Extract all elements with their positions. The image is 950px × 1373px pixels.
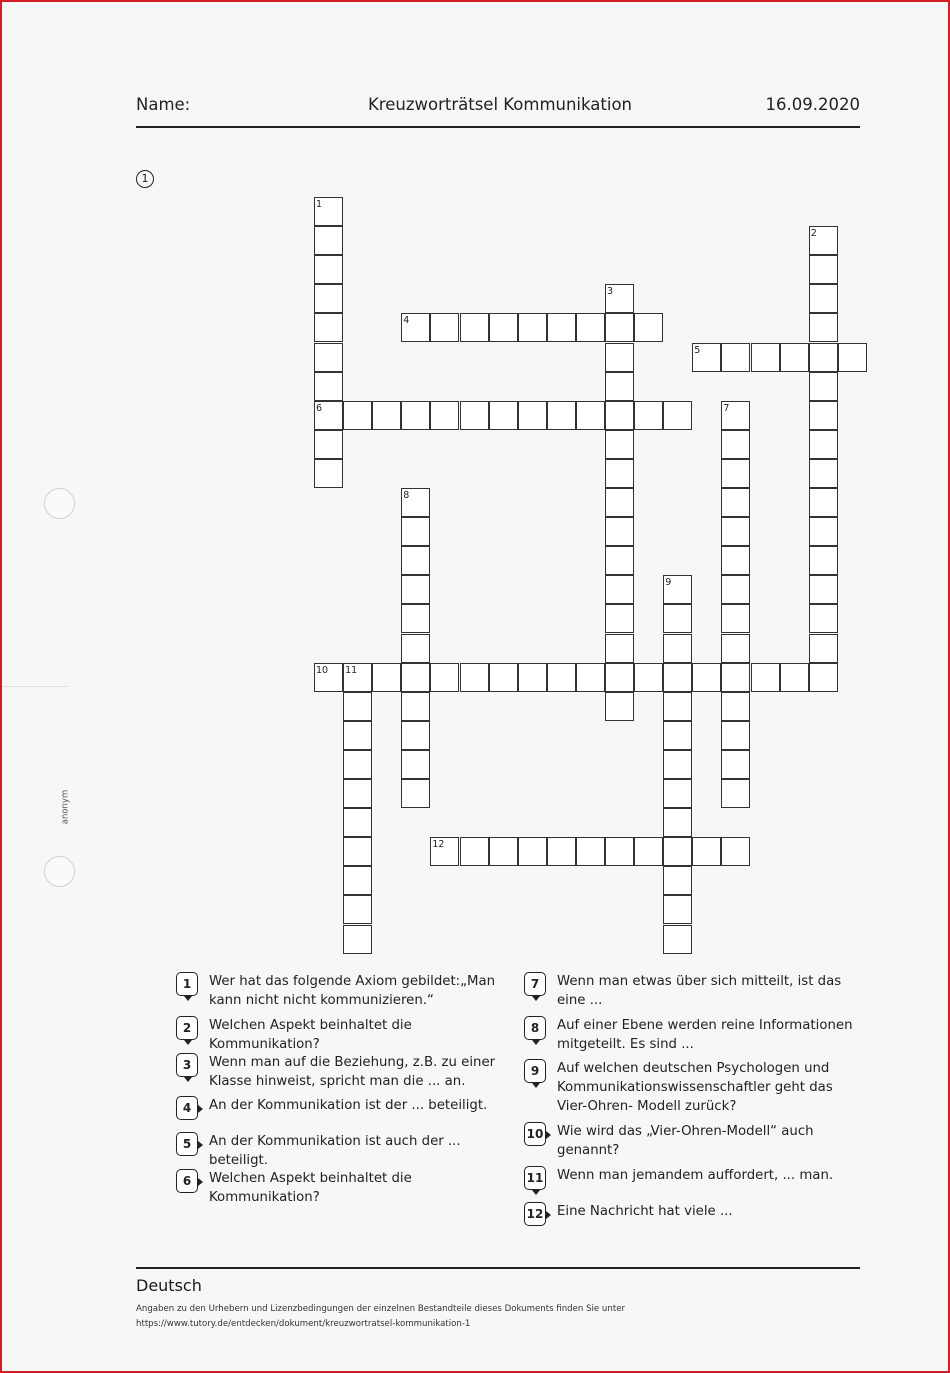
crossword-cell[interactable] <box>751 343 780 372</box>
crossword-cell[interactable] <box>721 401 750 430</box>
clue-number-badge: 6 <box>176 1169 198 1193</box>
crossword-cell[interactable] <box>343 895 372 924</box>
crossword-cell[interactable] <box>343 721 372 750</box>
crossword-cell[interactable] <box>663 721 692 750</box>
crossword-cell[interactable] <box>401 517 430 546</box>
crossword-cell[interactable] <box>576 663 605 692</box>
crossword-cell[interactable] <box>809 517 838 546</box>
crossword-cell[interactable] <box>605 604 634 633</box>
crossword-cell[interactable] <box>721 604 750 633</box>
cell-number: 5 <box>694 344 701 356</box>
crossword-cell[interactable] <box>663 895 692 924</box>
crossword-cell[interactable] <box>663 750 692 779</box>
crossword-cell[interactable] <box>634 837 663 866</box>
crossword-cell[interactable] <box>663 663 692 692</box>
crossword-cell[interactable] <box>372 401 401 430</box>
crossword-cell[interactable] <box>721 430 750 459</box>
crossword-cell[interactable] <box>401 313 430 342</box>
crossword-cell[interactable] <box>343 401 372 430</box>
crossword-cell[interactable] <box>663 401 692 430</box>
crossword-cell[interactable] <box>430 401 459 430</box>
fold-mark <box>2 686 68 687</box>
clue-2 <box>176 1016 496 1054</box>
clue-number-badge: 11 <box>524 1166 546 1190</box>
cell-number: 12 <box>432 839 445 851</box>
sheet-date: 16.09.2020 <box>765 95 860 114</box>
crossword-cell[interactable] <box>605 634 634 663</box>
crossword-cell[interactable] <box>489 663 518 692</box>
crossword-cell[interactable] <box>460 401 489 430</box>
crossword-cell[interactable] <box>343 692 372 721</box>
cell-number: 6 <box>316 402 323 414</box>
crossword-cell[interactable] <box>401 692 430 721</box>
clue-number-badge: 7 <box>524 972 546 996</box>
crossword-cell[interactable] <box>663 779 692 808</box>
crossword-cell[interactable] <box>314 226 343 255</box>
clue-text: Eine Nachricht hat viele ... <box>557 1204 733 1219</box>
crossword-cell[interactable] <box>401 401 430 430</box>
crossword-cell[interactable] <box>809 634 838 663</box>
credit-url[interactable]: https://www.tutory.de/entdecken/dokument/kreuzwortratsel-kommunikation-1 <box>136 1319 471 1329</box>
crossword-cell[interactable] <box>721 634 750 663</box>
crossword-cell[interactable] <box>605 663 634 692</box>
crossword-cell[interactable] <box>314 459 343 488</box>
clue-text: Wenn man jemandem auffordert, ... man. <box>557 1168 834 1183</box>
crossword-cell[interactable] <box>663 575 692 604</box>
cell-number: 2 <box>810 228 817 240</box>
crossword-cell[interactable] <box>547 401 576 430</box>
crossword-cell[interactable] <box>547 313 576 342</box>
clue-7 <box>524 972 862 1010</box>
crossword-cell[interactable] <box>314 663 343 692</box>
crossword-cell[interactable] <box>401 575 430 604</box>
crossword-cell[interactable] <box>838 343 867 372</box>
crossword-cell[interactable] <box>809 226 838 255</box>
clue-10 <box>524 1122 862 1160</box>
crossword-cell[interactable] <box>343 808 372 837</box>
crossword-cell[interactable] <box>314 255 343 284</box>
crossword-cell[interactable] <box>372 663 401 692</box>
crossword-cell[interactable] <box>343 779 372 808</box>
crossword-cell[interactable] <box>430 663 459 692</box>
crossword-cell[interactable] <box>663 692 692 721</box>
clue-text: Welchen Aspekt beinhaltet die Kommunikation? <box>209 1171 412 1205</box>
clue-6 <box>176 1169 496 1207</box>
crossword-cell[interactable] <box>314 313 343 342</box>
crossword-cell[interactable] <box>809 430 838 459</box>
clue-number-badge: 2 <box>176 1016 198 1040</box>
crossword-cell[interactable] <box>721 459 750 488</box>
crossword-cell[interactable] <box>721 663 750 692</box>
clue-1 <box>176 972 496 1010</box>
crossword-cell[interactable] <box>809 575 838 604</box>
crossword-cell[interactable] <box>809 488 838 517</box>
crossword-cell[interactable] <box>401 634 430 663</box>
crossword-cell[interactable] <box>780 663 809 692</box>
crossword-cell[interactable] <box>751 663 780 692</box>
crossword-cell[interactable] <box>489 313 518 342</box>
crossword-cell[interactable] <box>343 663 372 692</box>
crossword-cell[interactable] <box>809 546 838 575</box>
crossword-cell[interactable] <box>721 343 750 372</box>
crossword-cell[interactable] <box>314 343 343 372</box>
crossword-cell[interactable] <box>401 546 430 575</box>
crossword-cell[interactable] <box>721 837 750 866</box>
crossword-cell[interactable] <box>721 575 750 604</box>
crossword-cell[interactable] <box>605 575 634 604</box>
crossword-cell[interactable] <box>401 721 430 750</box>
credit-text: Angaben zu den Urhebern und Lizenzbedingungen der einzelnen Bestandteile dieses Dokuments finden Sie unter <box>136 1304 626 1314</box>
crossword-cell[interactable] <box>314 197 343 226</box>
clue-5 <box>176 1132 496 1170</box>
crossword-cell[interactable] <box>809 343 838 372</box>
crossword-cell[interactable] <box>809 372 838 401</box>
crossword-cell[interactable] <box>401 663 430 692</box>
crossword-cell[interactable] <box>343 750 372 779</box>
cell-number: 4 <box>403 315 410 327</box>
crossword-cell[interactable] <box>663 866 692 895</box>
crossword-cell[interactable] <box>343 866 372 895</box>
task-number-badge: 1 <box>136 170 154 188</box>
header-divider <box>136 126 860 128</box>
cell-number: 9 <box>665 577 672 589</box>
crossword-cell[interactable] <box>809 284 838 313</box>
cell-number: 3 <box>607 286 614 298</box>
clue-number-badge: 1 <box>176 972 198 996</box>
clue-9 <box>524 1059 862 1116</box>
crossword-cell[interactable] <box>314 430 343 459</box>
clue-4 <box>176 1096 496 1115</box>
crossword-cell[interactable] <box>721 546 750 575</box>
crossword-cell[interactable] <box>634 313 663 342</box>
crossword-cell[interactable] <box>547 837 576 866</box>
cell-number: 10 <box>316 664 329 676</box>
crossword-cell[interactable] <box>343 837 372 866</box>
crossword-cell[interactable] <box>634 663 663 692</box>
crossword-cell[interactable] <box>605 546 634 575</box>
crossword-cell[interactable] <box>605 488 634 517</box>
clue-text: Wenn man auf die Beziehung, z.B. zu einer Klasse hinweist, spricht man die ... an. <box>209 1055 496 1089</box>
crossword-cell[interactable] <box>721 692 750 721</box>
crossword-cell[interactable] <box>605 459 634 488</box>
crossword-cell[interactable] <box>692 343 721 372</box>
crossword-cell[interactable] <box>401 604 430 633</box>
crossword-cell[interactable] <box>460 837 489 866</box>
crossword-cell[interactable] <box>401 779 430 808</box>
crossword-cell[interactable] <box>605 517 634 546</box>
crossword-cell[interactable] <box>721 779 750 808</box>
crossword-cell[interactable] <box>605 837 634 866</box>
crossword-cell[interactable] <box>314 401 343 430</box>
crossword-cell[interactable] <box>343 925 372 954</box>
crossword-cell[interactable] <box>605 372 634 401</box>
clue-number-badge: 9 <box>524 1059 546 1083</box>
crossword-cell[interactable] <box>401 750 430 779</box>
clue-text: Wenn man etwas über sich mitteilt, ist das eine ... <box>557 974 842 1008</box>
crossword-cell[interactable] <box>518 313 547 342</box>
clue-8 <box>524 1016 862 1054</box>
crossword-cell[interactable] <box>605 692 634 721</box>
crossword-cell[interactable] <box>663 808 692 837</box>
crossword-cell[interactable] <box>692 663 721 692</box>
footer-divider <box>136 1267 860 1269</box>
crossword-cell[interactable] <box>809 663 838 692</box>
crossword-cell[interactable] <box>605 313 634 342</box>
crossword-cell[interactable] <box>605 343 634 372</box>
clue-number-badge: 3 <box>176 1053 198 1077</box>
sheet-title: Kreuzworträtsel Kommunikation <box>367 95 633 114</box>
cell-number: 8 <box>403 490 410 501</box>
crossword-cell[interactable] <box>663 837 692 866</box>
punch-hole-top <box>44 488 75 519</box>
crossword-cell[interactable] <box>605 430 634 459</box>
cell-number: 7 <box>723 402 730 414</box>
crossword-cell[interactable] <box>576 313 605 342</box>
clue-11 <box>524 1166 862 1185</box>
clue-text: An der Kommunikation ist der ... beteiligt. <box>209 1098 488 1113</box>
crossword-cell[interactable] <box>663 925 692 954</box>
cell-number: 1 <box>316 199 323 210</box>
crossword-cell[interactable] <box>576 837 605 866</box>
crossword-cell[interactable] <box>518 401 547 430</box>
crossword-cell[interactable] <box>809 459 838 488</box>
crossword-cell[interactable] <box>780 343 809 372</box>
crossword-cell[interactable] <box>634 401 663 430</box>
crossword-cell[interactable] <box>663 604 692 633</box>
crossword-cell[interactable] <box>721 721 750 750</box>
clue-number-badge: 4 <box>176 1096 198 1120</box>
crossword-cell[interactable] <box>430 837 459 866</box>
clue-number-badge: 10 <box>524 1122 546 1146</box>
crossword-cell[interactable] <box>460 313 489 342</box>
clue-text: Welchen Aspekt beinhaltet die Kommunikation? <box>209 1018 412 1052</box>
crossword-cell[interactable] <box>547 663 576 692</box>
crossword-cell[interactable] <box>401 488 430 517</box>
clue-12 <box>524 1202 862 1221</box>
crossword-cell[interactable] <box>314 284 343 313</box>
clue-text: Auf einer Ebene werden reine Informationen mitgeteilt. Es sind ... <box>557 1018 853 1052</box>
crossword-cell[interactable] <box>721 750 750 779</box>
clue-number-badge: 5 <box>176 1132 198 1156</box>
subject-label: Deutsch <box>136 1276 202 1295</box>
crossword-cell[interactable] <box>809 255 838 284</box>
crossword-cell[interactable] <box>576 401 605 430</box>
crossword-cell[interactable] <box>489 837 518 866</box>
name-label: Name: <box>136 95 191 114</box>
clue-number-badge: 12 <box>524 1202 546 1226</box>
crossword-cell[interactable] <box>809 313 838 342</box>
crossword-cell[interactable] <box>430 313 459 342</box>
crossword-cell[interactable] <box>721 517 750 546</box>
crossword-cell[interactable] <box>314 372 343 401</box>
clue-text: An der Kommunikation ist auch der ... beteiligt. <box>209 1134 461 1168</box>
crossword-cell[interactable] <box>809 604 838 633</box>
clue-text: Wie wird das „Vier-Ohren-Modell“ auch genannt? <box>557 1124 814 1158</box>
crossword-cell[interactable] <box>605 401 634 430</box>
crossword-cell[interactable] <box>518 837 547 866</box>
cell-number: 11 <box>345 664 358 676</box>
clue-text: Wer hat das folgende Axiom gebildet:„Man kann nicht nicht kommunizieren.“ <box>209 974 496 1008</box>
crossword-cell[interactable] <box>460 663 489 692</box>
crossword-cell[interactable] <box>721 488 750 517</box>
clue-text: Auf welchen deutschen Psychologen und Kommunikationswissenschaftler geht das Vier-Ohren- Modell zurück? <box>557 1061 833 1114</box>
crossword-cell[interactable] <box>692 837 721 866</box>
crossword-cell[interactable] <box>489 401 518 430</box>
punch-hole-bottom <box>44 856 75 887</box>
author-label: anonym <box>60 789 71 825</box>
clue-3 <box>176 1053 496 1091</box>
crossword-cell[interactable] <box>518 663 547 692</box>
clue-number-badge: 8 <box>524 1016 546 1040</box>
crossword-cell[interactable] <box>809 401 838 430</box>
crossword-cell[interactable] <box>663 634 692 663</box>
crossword-cell[interactable] <box>605 284 634 313</box>
